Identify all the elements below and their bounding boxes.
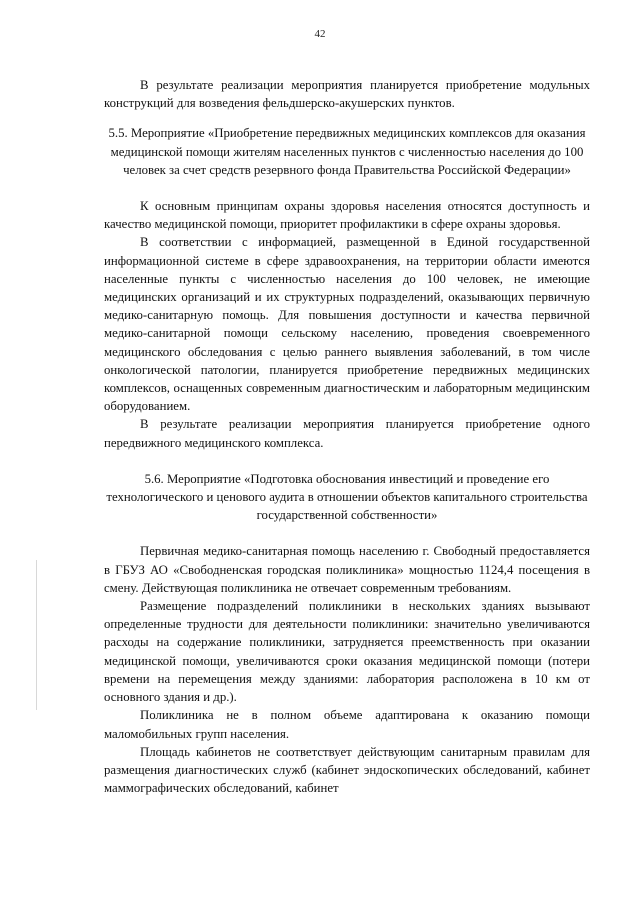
section-heading-5-6: 5.6. Мероприятие «Подготовка обоснования инвестиций и проведение его технологического и ценового аудита в отношении объектов капитального строительства государственной собственности»	[106, 471, 588, 523]
scan-margin-line	[36, 560, 37, 710]
paragraph-egisz-info: В соответствии с информацией, размещенной в Единой государственной информационной системе в сфере здравоохранения, на территории области имеются населенные пункты с численностью населения до 100 человек, не имеющие медицинских организаций и их структурных подразделений, оказывающих первичную медико-санитарную помощь. Для повышения доступности и качества первичной медико-санитарной помощи сельскому населению, проведения своевременного медицинского обследования с целью раннего выявления заболеваний, в том числе онкологической патологии, планируется приобретение передвижных медицинских комплексов, оснащенных современным диагностическим и лабораторным медицинским оборудованием.	[104, 235, 590, 414]
paragraph-primary-care: Первичная медико-санитарная помощь населению г. Свободный предоставляется в ГБУЗ АО «Свободненская городская поликлиника» мощностью 1124,4 посещения в смену. Действующая поликлиника не отвечает современным требованиям.	[104, 544, 590, 595]
spacer	[104, 452, 590, 470]
paragraph-cabinet-area: Площадь кабинетов не соответствует действующим санитарным правилам для размещения диагностических служб (кабинет эндоскопических обследований, кабинет маммографических обследований, кабинет	[104, 744, 590, 796]
paragraph-accessibility: Поликлиника не в полном объеме адаптирована к оказанию помощи маломобильных групп населения.	[104, 708, 590, 741]
paragraph-principles: К основным принципам охраны здоровья населения относятся доступность и качество медицинской помощи, приоритет профилактики в сфере охраны здоровья.	[104, 199, 590, 232]
spacer	[104, 179, 590, 197]
paragraph-result-mobile-complex: В результате реализации мероприятия планируется приобретение одного передвижного медицинского комплекса.	[104, 417, 590, 450]
section-heading-5-5: 5.5. Мероприятие «Приобретение передвижных медицинских комплексов для оказания медицинской помощи жителям населенных пунктов с численностью населения до 100 человек за счет средств резервного фонда Правительства Российской Федерации»	[108, 126, 586, 177]
page-number: 42	[314, 28, 326, 40]
spacer	[104, 112, 590, 124]
paragraph-multiple-buildings: Размещение подразделений поликлиники в нескольких зданиях вызывают определенные трудности для деятельности поликлиники: значительно увеличиваются расходы на содержание поликлиники, затрудняется преемственность при оказании медицинской помощи, увеличиваются сроки оказания медицинской помощи (потери времени на перемещения между зданиями: лаборатория расположена в 10 км от основного здания и др.).	[104, 599, 590, 705]
spacer	[104, 524, 590, 542]
paragraph-result-fap: В результате реализации мероприятия планируется приобретение модульных конструкций для возведения фельдшерско-акушерских пунктов.	[104, 78, 590, 111]
document-body	[104, 76, 590, 797]
